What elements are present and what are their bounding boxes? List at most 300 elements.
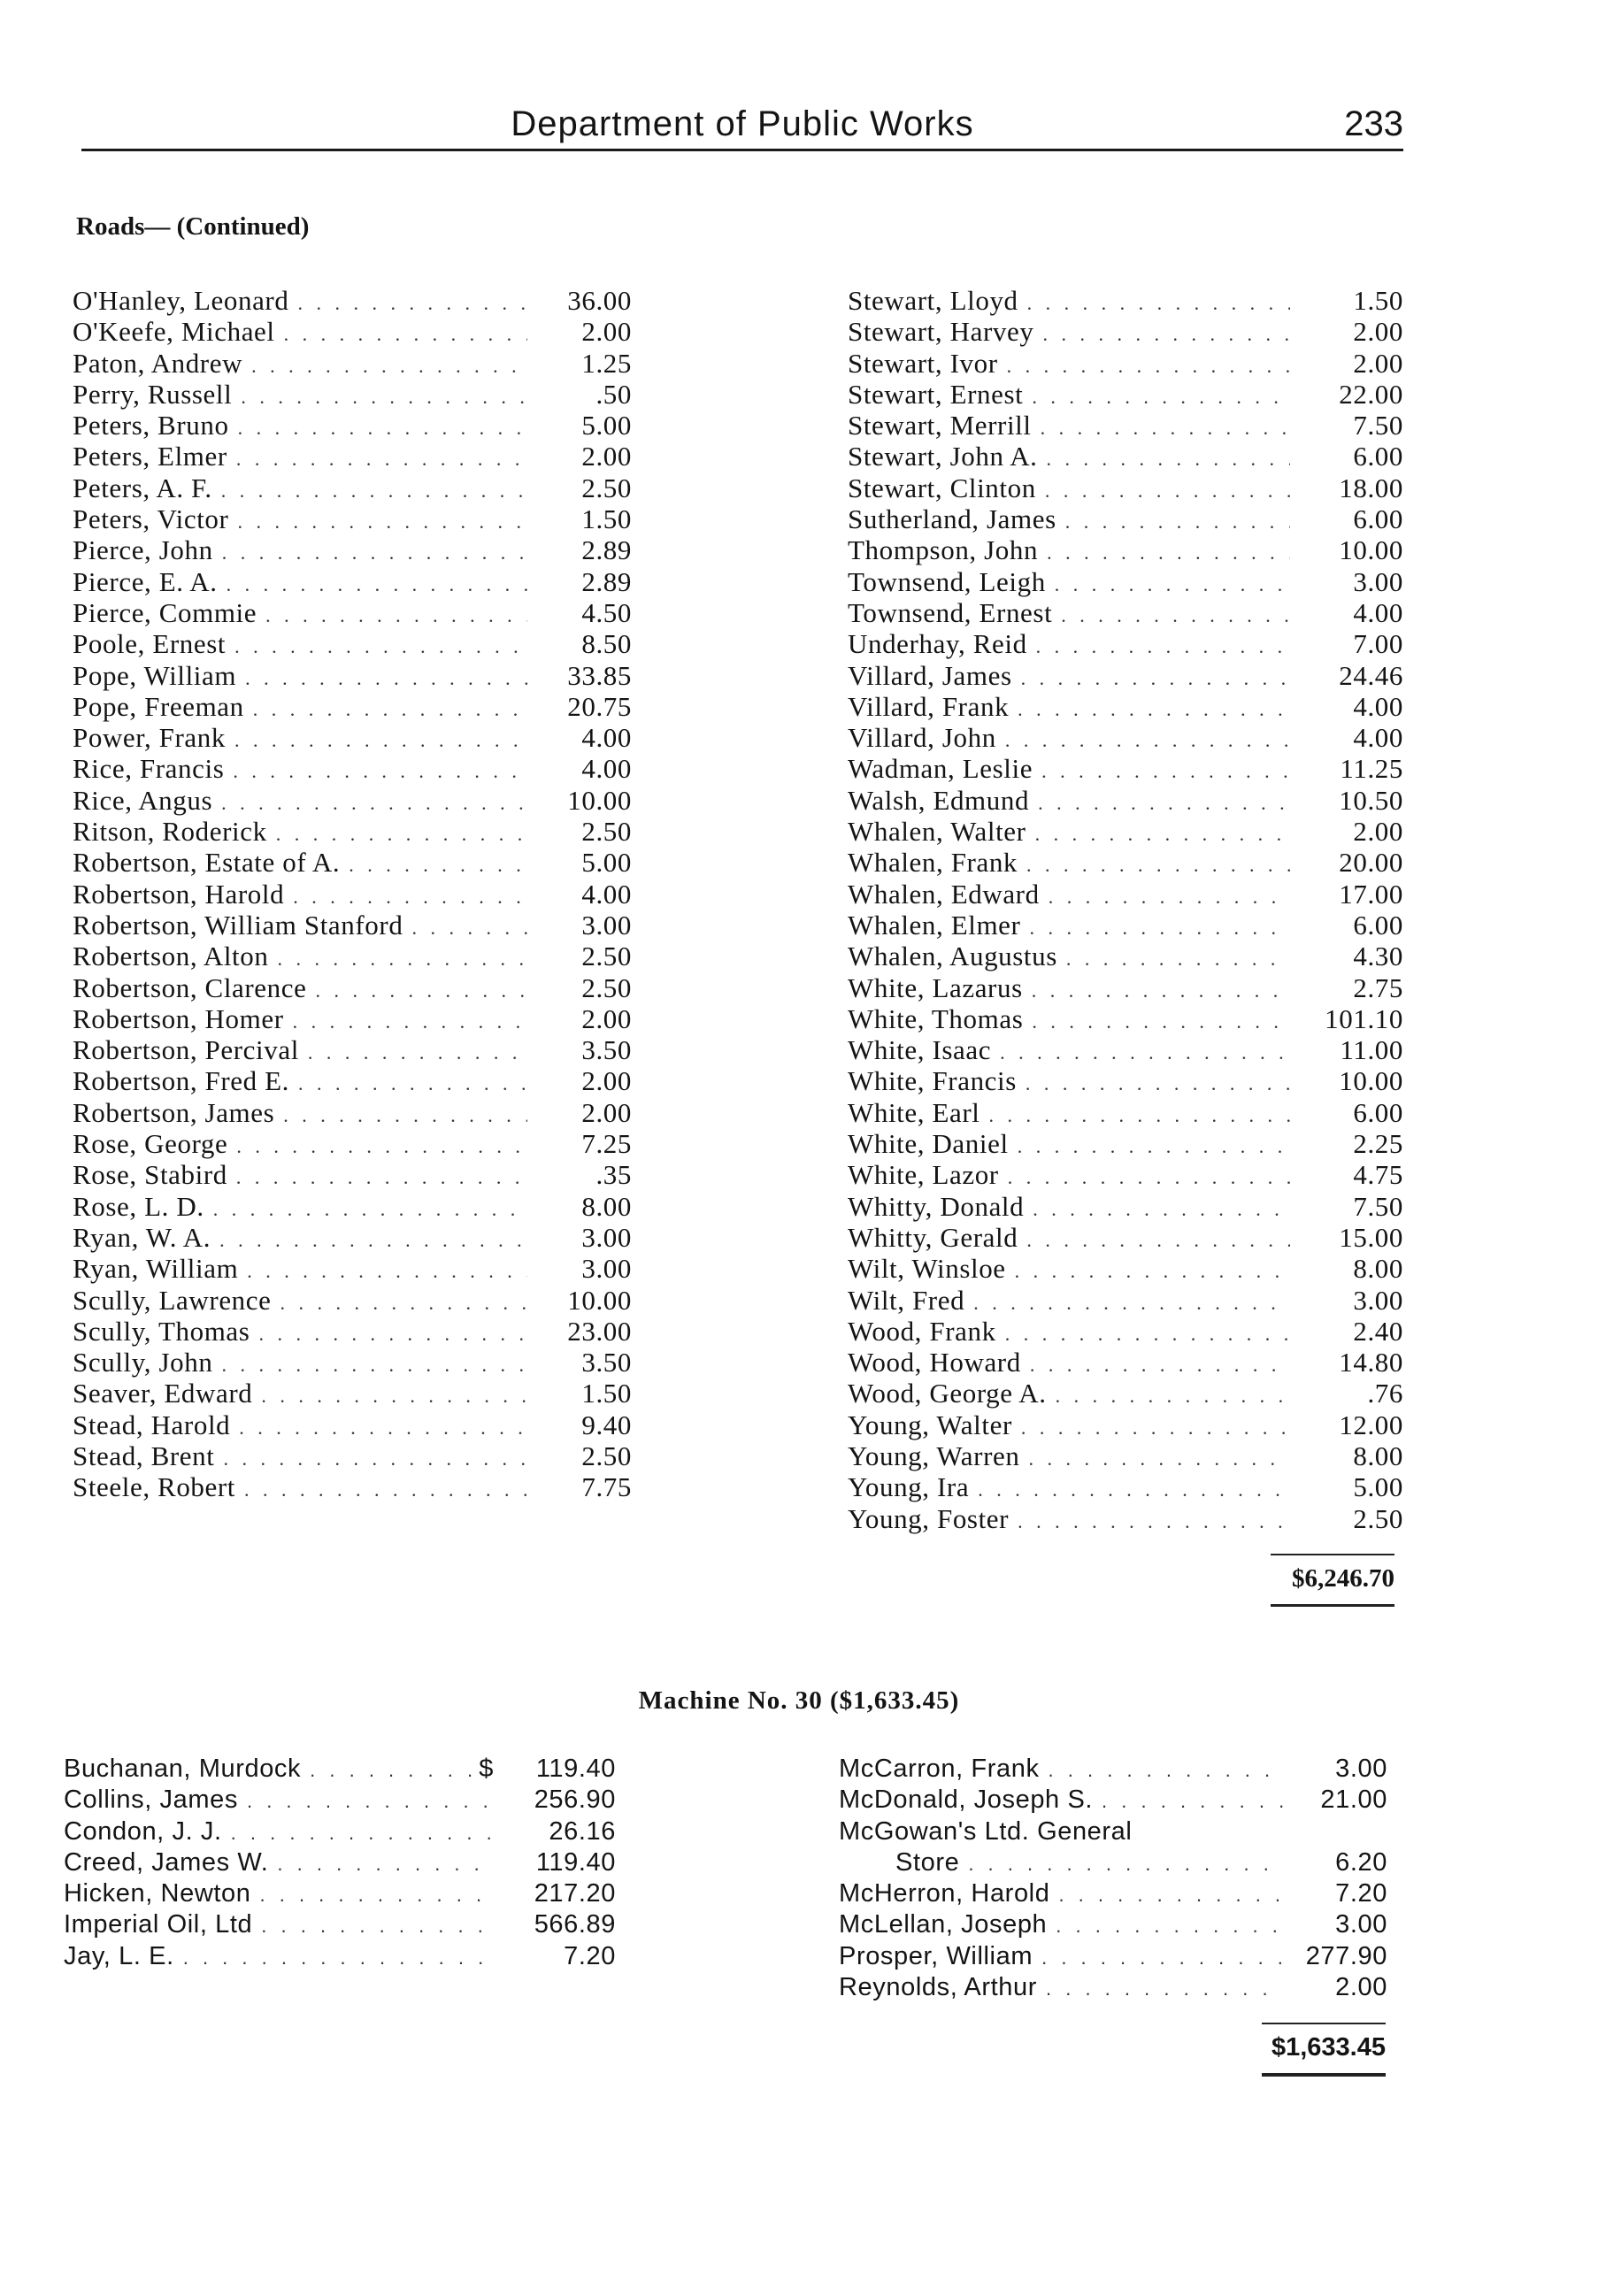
entry-name: McHerron, Harold: [839, 1879, 1050, 1908]
list-item: [848, 441, 1403, 472]
list-item: [73, 722, 632, 753]
list-item: [839, 1879, 1387, 1910]
dot-leader: [1005, 1323, 1290, 1346]
dot-leader: [1066, 948, 1290, 971]
list-item: [848, 503, 1403, 534]
dot-leader: [293, 1010, 527, 1033]
entry-amount: 2.00: [581, 1096, 632, 1128]
entry-amount: 10.00: [1339, 1065, 1403, 1097]
list-item: [73, 348, 632, 379]
dot-leader: [1036, 635, 1290, 658]
dot-leader: [236, 1166, 527, 1189]
dot-leader: [238, 417, 527, 440]
dot-leader: [1028, 1447, 1290, 1471]
entry-amount: 23.00: [567, 1315, 632, 1347]
page-title: Department of Public Works: [511, 104, 974, 143]
entry-amount: 2.50: [581, 816, 632, 848]
entry-amount: 2.89: [581, 565, 632, 597]
entry-amount: 11.25: [1340, 753, 1403, 785]
entry-name: Pope, Freeman: [73, 690, 244, 722]
list-item: [73, 1316, 632, 1347]
dot-leader: [1032, 386, 1290, 409]
list-item: [848, 1222, 1403, 1253]
entry-amount: 3.00: [581, 909, 632, 941]
dot-leader: [1049, 1759, 1283, 1782]
entry-amount: 6.00: [1353, 503, 1403, 535]
dot-leader: [308, 1041, 527, 1064]
dot-leader: [1056, 1385, 1290, 1408]
entry-amount: 20.75: [567, 690, 632, 722]
entry-name: Robertson, Alton: [73, 941, 269, 972]
entry-name: Young, Warren: [848, 1440, 1020, 1471]
list-item: [839, 1942, 1387, 1973]
dot-leader: [1029, 917, 1290, 940]
entry-name: White, Earl: [848, 1096, 980, 1128]
list-item: [73, 1253, 632, 1284]
entry-name: Wood, Howard: [848, 1347, 1021, 1378]
dot-leader: [221, 480, 527, 503]
entry-name: Reynolds, Arthur: [839, 1973, 1037, 2002]
dot-leader: [231, 1822, 494, 1845]
list-item: [73, 1409, 632, 1440]
dot-leader: [1026, 1229, 1290, 1252]
entry-amount: 2.50: [581, 971, 632, 1003]
entry-name: Robertson, James: [73, 1096, 275, 1128]
entry-amount: 6.00: [1353, 1096, 1403, 1128]
machine-right-column: [839, 1755, 1387, 2004]
entry-amount: 8.00: [1353, 1253, 1403, 1285]
list-item: [73, 879, 632, 910]
entry-name: White, Francis: [848, 1065, 1017, 1097]
list-item: [848, 472, 1403, 503]
list-item: [848, 722, 1403, 753]
list-item: [848, 1409, 1403, 1440]
entry-name: Thompson, John: [848, 534, 1039, 566]
dot-leader: [1026, 1072, 1290, 1095]
entry-name: Young, Walter: [848, 1409, 1012, 1440]
entry-amount: 6.00: [1353, 441, 1403, 472]
list-item: [73, 316, 632, 347]
entry-amount: 256.90: [534, 1785, 616, 1815]
entry-name: Peters, Victor: [73, 503, 229, 535]
entry-amount: 2.00: [581, 441, 632, 472]
entry-amount: 7.20: [1335, 1879, 1387, 1908]
entry-amount: 26.16: [549, 1816, 616, 1846]
entry-amount: 7.75: [581, 1471, 632, 1503]
roads-total: $6,246.70: [1271, 1554, 1394, 1607]
dot-leader: [265, 604, 527, 627]
list-item: [848, 1503, 1403, 1534]
entry-name: Rose, George: [73, 1128, 228, 1160]
dot-leader: [1049, 886, 1290, 909]
entry-amount: 3.50: [581, 1034, 632, 1066]
entry-name: Sutherland, James: [848, 503, 1056, 535]
dot-leader: [236, 448, 527, 471]
list-item: [73, 972, 632, 1003]
list-item: [848, 1097, 1403, 1128]
entry-name: McGowan's Ltd. General: [839, 1816, 1133, 1846]
entry-amount: 5.00: [581, 847, 632, 879]
list-item: [848, 379, 1403, 410]
entry-name: Robertson, Homer: [73, 1002, 284, 1034]
entry-name: Whalen, Walter: [848, 816, 1026, 848]
entry-name: Ryan, William: [73, 1253, 239, 1285]
dot-leader: [1056, 1915, 1283, 1938]
dot-leader: [310, 1759, 479, 1782]
entry-amount: 2.00: [581, 316, 632, 348]
entry-name: Wood, George A.: [848, 1378, 1047, 1409]
entry-amount: 3.00: [1335, 1910, 1387, 1939]
machine-total: $1,633.45: [1262, 2023, 1386, 2077]
entry-amount: 2.00: [581, 1065, 632, 1097]
list-item: [64, 1848, 616, 1879]
entry-amount: 8.00: [581, 1190, 632, 1222]
entry-amount: 10.00: [567, 1284, 632, 1316]
entry-name: Peters, Elmer: [73, 441, 227, 472]
list-item: [839, 1785, 1387, 1816]
list-item: [73, 379, 632, 410]
dot-leader: [276, 823, 527, 846]
entry-name: Peters, A. F.: [73, 472, 212, 503]
dot-leader: [284, 323, 527, 346]
entry-name: Villard, John: [848, 722, 996, 754]
entry-name: Wood, Frank: [848, 1315, 996, 1347]
dot-leader: [1018, 698, 1290, 721]
entry-name: Robertson, Harold: [73, 878, 285, 910]
dot-leader: [298, 1072, 527, 1095]
list-item: [73, 285, 632, 316]
machine-left-column: [64, 1755, 616, 1973]
list-item: [848, 910, 1403, 941]
entry-amount: 4.00: [1353, 722, 1403, 754]
list-item: [64, 1879, 616, 1910]
dot-leader: [1005, 729, 1290, 752]
list-item: [73, 816, 632, 847]
entry-amount: 12.00: [1339, 1409, 1403, 1440]
dot-leader: [349, 854, 527, 877]
dot-leader: [973, 1292, 1290, 1315]
list-item: [73, 1097, 632, 1128]
running-header: [81, 99, 1403, 151]
dot-leader: [261, 1385, 527, 1408]
entry-name: White, Lazarus: [848, 971, 1023, 1003]
currency-symbol: $: [479, 1755, 494, 1783]
entry-name: Peters, Bruno: [73, 410, 229, 442]
dot-leader: [221, 792, 527, 815]
entry-name: Condon, J. J.: [64, 1816, 222, 1846]
entry-name: Steele, Robert: [73, 1471, 236, 1503]
entry-amount: 2.00: [1353, 347, 1403, 379]
entry-amount: 2.50: [581, 1440, 632, 1471]
entry-amount: 4.75: [1353, 1159, 1403, 1191]
entry-name: Scully, John: [73, 1347, 213, 1378]
dot-leader: [244, 1478, 527, 1501]
list-item: [848, 1440, 1403, 1471]
dot-leader: [253, 698, 527, 721]
entry-name: Robertson, Clarence: [73, 971, 307, 1003]
entry-name: Whitty, Gerald: [848, 1221, 1018, 1253]
dot-leader: [277, 948, 527, 971]
entry-amount: 7.20: [564, 1941, 616, 1970]
entry-amount: 17.00: [1339, 878, 1403, 910]
entry-amount: 119.40: [535, 1755, 616, 1783]
dot-leader: [223, 1447, 527, 1471]
list-item: [73, 1222, 632, 1253]
entry-name: Underhay, Reid: [848, 628, 1027, 660]
entry-name: Pierce, E. A.: [73, 565, 218, 597]
list-item: [848, 1191, 1403, 1222]
entry-name: Pope, William: [73, 659, 237, 691]
list-item: [848, 1285, 1403, 1316]
entry-amount: 18.00: [1339, 472, 1403, 503]
entry-name: Power, Frank: [73, 722, 226, 754]
dot-leader: [978, 1478, 1290, 1501]
list-item: [64, 1942, 616, 1973]
list-item: [848, 566, 1403, 597]
entry-name: Villard, Frank: [848, 690, 1010, 722]
entry-amount: 7.00: [1353, 628, 1403, 660]
entry-amount: 8.50: [581, 628, 632, 660]
dot-leader: [234, 729, 527, 752]
dot-leader: [222, 541, 527, 564]
entry-name: Ritson, Roderick: [73, 816, 267, 848]
list-item: [73, 503, 632, 534]
list-item: [848, 1128, 1403, 1159]
entry-name: White, Daniel: [848, 1128, 1009, 1160]
dot-leader: [1047, 448, 1290, 471]
dot-leader: [1038, 792, 1290, 815]
entry-amount: 14.80: [1339, 1347, 1403, 1378]
entry-name: Stead, Harold: [73, 1409, 231, 1440]
list-item: [848, 1347, 1403, 1378]
entry-name: Stewart, Lloyd: [848, 285, 1018, 316]
entry-amount: 277.90: [1305, 1941, 1387, 1970]
dot-leader: [277, 1853, 494, 1876]
entry-amount: 15.00: [1339, 1221, 1403, 1253]
dot-leader: [1032, 1010, 1290, 1033]
dot-leader: [1055, 573, 1290, 596]
entry-amount: .35: [595, 1159, 632, 1191]
entry-amount: 2.50: [581, 472, 632, 503]
entry-name: O'Keefe, Michael: [73, 316, 275, 348]
entry-amount: 33.85: [567, 659, 632, 691]
list-item: [848, 1253, 1403, 1284]
entry-amount: 4.00: [1353, 690, 1403, 722]
dot-leader: [183, 1947, 494, 1970]
entry-name: Whitty, Donald: [848, 1190, 1025, 1222]
entry-name: Wilt, Winsloe: [848, 1253, 1006, 1285]
entry-name: Imperial Oil, Ltd: [64, 1910, 253, 1939]
entry-name: Stewart, Clinton: [848, 472, 1036, 503]
entry-amount: 2.50: [1353, 1502, 1403, 1534]
list-item: [839, 1973, 1387, 2004]
dot-leader: [237, 511, 527, 534]
dot-leader: [1035, 823, 1290, 846]
list-item: [848, 1065, 1403, 1096]
entry-name: Pierce, Commie: [73, 596, 257, 628]
list-item: [73, 410, 632, 441]
entry-amount: 2.00: [1353, 316, 1403, 348]
entry-amount: 217.20: [534, 1879, 616, 1908]
entry-name: Rose, Stabird: [73, 1159, 227, 1191]
list-item: [64, 1817, 616, 1848]
dot-leader: [260, 1884, 495, 1907]
list-item: [73, 1285, 632, 1316]
entry-name: Townsend, Ernest: [848, 596, 1053, 628]
entry-name: Stewart, Ivor: [848, 347, 998, 379]
list-item: [848, 1316, 1403, 1347]
entry-name: Scully, Lawrence: [73, 1284, 272, 1316]
list-item: [73, 566, 632, 597]
entry-amount: 4.00: [581, 878, 632, 910]
dot-leader: [1065, 511, 1290, 534]
entry-amount: 1.50: [581, 1378, 632, 1409]
entry-amount: 1.25: [581, 347, 632, 379]
list-item: [73, 1191, 632, 1222]
dot-leader: [1032, 979, 1290, 1002]
entry-amount: 3.00: [1353, 565, 1403, 597]
dot-leader: [1058, 1884, 1283, 1907]
list-item: [839, 1755, 1387, 1785]
roads-left-column: [73, 285, 632, 1503]
dot-leader: [221, 1354, 527, 1377]
entry-amount: 2.89: [581, 534, 632, 566]
entry-name: Hicken, Newton: [64, 1879, 251, 1908]
dot-leader: [227, 573, 527, 596]
dot-leader: [213, 1198, 527, 1221]
list-item: [73, 597, 632, 628]
dot-leader: [1027, 292, 1290, 315]
dot-leader: [1041, 1947, 1283, 1970]
entry-name: Wilt, Fred: [848, 1284, 965, 1316]
entry-amount: 4.50: [581, 596, 632, 628]
entry-name: McDonald, Joseph S.: [839, 1785, 1094, 1815]
entry-amount: 2.25: [1353, 1128, 1403, 1160]
entry-amount: 8.00: [1353, 1440, 1403, 1471]
section-heading: Roads— (Continued): [76, 212, 310, 241]
entry-name: Robertson, Percival: [73, 1034, 299, 1066]
entry-amount: 7.25: [581, 1128, 632, 1160]
list-item: [848, 1378, 1403, 1409]
entry-amount: 3.50: [581, 1347, 632, 1378]
entry-name: Perry, Russell: [73, 378, 233, 410]
entry-name: Stewart, Ernest: [848, 378, 1024, 410]
entry-name: Townsend, Leigh: [848, 565, 1046, 597]
list-item: [73, 1003, 632, 1034]
entry-amount: 9.40: [581, 1409, 632, 1440]
entry-name: Whalen, Augustus: [848, 941, 1057, 972]
dot-leader: [1007, 355, 1290, 378]
entry-amount: 3.00: [581, 1221, 632, 1253]
entry-amount: 21.00: [1320, 1785, 1387, 1815]
entry-amount: 4.00: [1353, 596, 1403, 628]
dot-leader: [1018, 1510, 1290, 1533]
list-item: [64, 1755, 616, 1785]
entry-name: Robertson, Fred E.: [73, 1065, 289, 1097]
entry-name: Pierce, John: [73, 534, 213, 566]
dot-leader: [236, 1135, 527, 1158]
list-item: [73, 847, 632, 878]
list-item: [73, 691, 632, 722]
entry-amount: 4.30: [1353, 941, 1403, 972]
entry-name: Buchanan, Murdock: [64, 1755, 302, 1783]
entry-name: White, Isaac: [848, 1034, 992, 1066]
entry-amount: 7.50: [1353, 410, 1403, 442]
list-item: [73, 1128, 632, 1159]
dot-leader: [1046, 1977, 1283, 2000]
list-item: [73, 1347, 632, 1378]
entry-amount: 1.50: [581, 503, 632, 535]
entry-amount: .50: [595, 378, 632, 410]
entry-amount: 101.10: [1325, 1002, 1403, 1034]
list-item: [73, 472, 632, 503]
entry-name: Whalen, Edward: [848, 878, 1040, 910]
list-item: [73, 753, 632, 784]
list-item: [848, 1034, 1403, 1065]
list-item: [848, 628, 1403, 659]
list-item: [848, 348, 1403, 379]
list-item: [848, 597, 1403, 628]
entry-amount: 5.00: [1353, 1471, 1403, 1503]
dot-leader: [245, 667, 527, 690]
entry-name: Robertson, Estate of A.: [73, 847, 341, 879]
list-item: [73, 1065, 632, 1096]
entry-amount: 36.00: [567, 285, 632, 316]
entry-name: McCarron, Frank: [839, 1755, 1040, 1783]
list-item: [73, 1034, 632, 1065]
list-item: [848, 879, 1403, 910]
dot-leader: [316, 979, 528, 1002]
entry-amount: 2.75: [1353, 971, 1403, 1003]
roads-right-column: [848, 285, 1403, 1534]
dot-leader: [297, 292, 527, 315]
dot-leader: [247, 1790, 494, 1813]
entry-name: Stewart, John A.: [848, 441, 1038, 472]
entry-name: Store: [895, 1847, 960, 1877]
entry-amount: 24.46: [1339, 659, 1403, 691]
entry-name: Whalen, Frank: [848, 847, 1018, 879]
dot-leader: [1041, 417, 1290, 440]
dot-leader: [1047, 541, 1290, 564]
entry-name: Rice, Angus: [73, 784, 213, 816]
entry-name: Paton, Andrew: [73, 347, 243, 379]
page-number: 233: [1344, 104, 1403, 143]
list-item: [839, 1848, 1387, 1879]
entry-amount: 2.40: [1353, 1315, 1403, 1347]
list-item: [73, 1440, 632, 1471]
entry-amount: 10.00: [1339, 534, 1403, 566]
entry-amount: 3.00: [581, 1253, 632, 1285]
dot-leader: [293, 886, 527, 909]
entry-amount: 119.40: [535, 1847, 616, 1877]
list-item: [848, 691, 1403, 722]
list-item: [848, 941, 1403, 971]
list-item: [73, 1378, 632, 1409]
entry-name: Stewart, Harvey: [848, 316, 1034, 348]
dot-leader: [1000, 1041, 1290, 1064]
list-item: [848, 410, 1403, 441]
dot-leader: [1041, 760, 1290, 783]
entry-amount: 4.00: [581, 753, 632, 785]
dot-leader: [233, 760, 527, 783]
dot-leader: [1045, 480, 1290, 503]
dot-leader: [1018, 1135, 1290, 1158]
entry-name: Collins, James: [64, 1785, 238, 1815]
entry-amount: 2.00: [1335, 1973, 1387, 2002]
entry-amount: 20.00: [1339, 847, 1403, 879]
entry-name: Stead, Brent: [73, 1440, 215, 1471]
entry-name: Young, Foster: [848, 1502, 1010, 1534]
